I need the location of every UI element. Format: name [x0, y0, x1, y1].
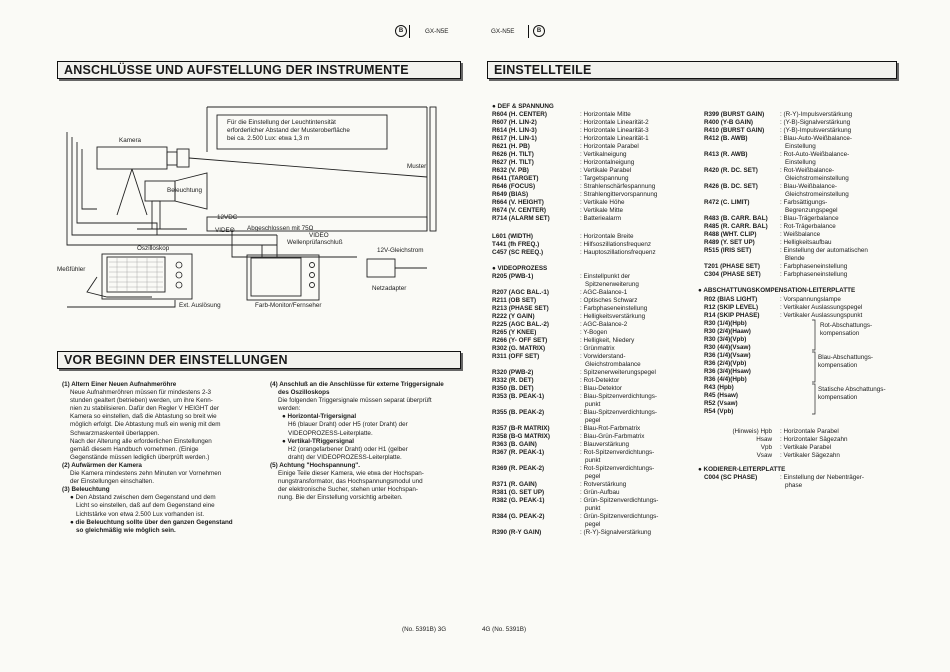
part-description: : Farbsättigungs-	[780, 199, 828, 206]
coder-key: C004 (SC PHASE)	[704, 474, 758, 481]
part-key: R369 (R. PEAK-2)	[492, 465, 545, 472]
part-key: R472 (C. LIMIT)	[704, 199, 750, 206]
shading-group2-line2: kompensation	[818, 362, 858, 369]
part-key: R43 (Hpb)	[704, 384, 734, 391]
part-description: : Farbphaseneinstellung	[780, 271, 848, 278]
part-description: : Strahlengittervorspannung	[580, 191, 658, 198]
part-description: : Rot-Spitzenverdichtungs-	[580, 449, 655, 456]
part-description: : Rot-Trägerbalance	[780, 223, 836, 230]
part-key: R36 (3/4)(Hsaw)	[704, 368, 751, 375]
part-key: C457 (SC REEQ.)	[492, 249, 544, 256]
part-description: : Farbphaseneinstellung	[780, 263, 848, 270]
part-description: punkt	[585, 401, 601, 408]
hint-key: (Hinweis) Hpb	[732, 428, 772, 435]
part-description: : Horizontale Linearität-1	[580, 135, 649, 142]
part-key: T201 (PHASE SET)	[704, 263, 760, 270]
shading-group2-line1: Blau-Abschattungs-	[818, 354, 873, 361]
part-key: L601 (WIDTH)	[492, 233, 533, 240]
before-right-line: werden:	[278, 405, 301, 413]
before-right-line: des Oszilloskops	[278, 389, 330, 397]
before-section-header	[57, 351, 461, 369]
hint-value: : Vertikaler Sägezahn	[780, 452, 840, 459]
part-description: : Vorspannungslampe	[780, 296, 841, 303]
part-key: R14 (SKIP PHASE)	[704, 312, 760, 319]
connection-diagram	[57, 97, 459, 315]
part-key: R714 (ALARM SET)	[492, 215, 550, 222]
part-key: R12 (SKIP LEVEL)	[704, 304, 759, 311]
part-description: : Helligkeit, Niedery	[580, 337, 635, 344]
right-model-label: GX-N5E	[491, 28, 515, 35]
part-key: R400 (Y-B GAIN)	[704, 119, 753, 126]
diagram-note-line1: Für die Einstellung der Leuchtintensität	[227, 119, 336, 126]
before-left-line: so gleichmäßig wie möglich sein.	[76, 526, 176, 534]
part-description: punkt	[585, 505, 601, 512]
part-key: R207 (AGC BAL.-1)	[492, 289, 550, 296]
before-right-line: Einige Teile dieser Kamera, wie etwa der Hochspan-	[278, 470, 424, 478]
diagram-note-line3: bei ca. 2.500 Lux: etwa 1,3 m	[227, 135, 310, 142]
part-description: : Horizontalneigung	[580, 159, 635, 166]
part-key: R02 (BIAS LIGHT)	[704, 296, 758, 303]
header-divider-right	[528, 25, 529, 38]
left-tag-badge: B	[395, 25, 407, 37]
part-key: R426 (B. DC. SET)	[704, 183, 758, 190]
hint-value: : Horizontale Parabel	[780, 428, 839, 435]
part-key: R36 (2/4)(Vpb)	[704, 360, 747, 367]
before-left-line: der Einstellungen einschalten.	[70, 478, 155, 486]
before-left-line: Neue Aufnahmeröhren müssen für mindestens 2-3	[70, 389, 212, 397]
part-key: R604 (H. CENTER)	[492, 111, 547, 118]
before-left-line: (3) Beleuchtung	[62, 486, 110, 494]
before-right-line: draht) der VIDEOPROZESS-Leiterplatte.	[288, 453, 402, 461]
before-left-column	[62, 381, 262, 535]
before-right-line: (4) Anschluß an die Anschlüsse für externe Triggersignale	[270, 381, 444, 388]
part-key: R382 (G. PEAK-1)	[492, 497, 545, 504]
coder-value-2: phase	[785, 482, 803, 489]
before-right-line: (5) Achtung "Hochspannung".	[270, 461, 361, 469]
part-description: Gleichstrombalance	[585, 361, 641, 368]
part-description: : Grün-Spitzenverdichtungs-	[580, 513, 659, 520]
part-key: R205 (PWB-1)	[492, 273, 534, 280]
part-key: R358 (B-G MATRIX)	[492, 433, 550, 440]
part-key: R367 (R. PEAK-1)	[492, 449, 545, 456]
hint-value: : Horizontaler Sägezahn	[780, 436, 848, 443]
before-left-line: stunden gealtert (betrieben) werden, um ihre Kenn-	[70, 397, 213, 405]
part-description: : Helligkeitsverstärkung	[580, 313, 646, 320]
part-description: : Blau-Auto-Weißbalance-	[780, 135, 852, 142]
before-right-line: H6 (blauer Draht) oder H5 (roter Draht) der	[288, 421, 408, 429]
part-key: R350 (B. DET)	[492, 385, 534, 392]
part-description: Blende	[785, 255, 805, 262]
part-key: R410 (BURST GAIN)	[704, 127, 765, 134]
part-description: pegel	[585, 473, 601, 480]
before-left-line: Kamera so einstellen, daß die Abtastung so breit wie	[70, 413, 217, 421]
part-description: : Blauverstärkung	[580, 441, 630, 448]
before-right-column	[270, 381, 465, 502]
video-label: VIDEO	[215, 227, 235, 234]
before-left-line: Gegenstände müssen lediglich überprüft werden.)	[70, 453, 210, 461]
part-key: R381 (G. SET UP)	[492, 489, 545, 496]
part-key: R632 (V. PB)	[492, 167, 529, 174]
part-description: : Helligkeitsaufbau	[780, 239, 832, 246]
before-right-line: Die folgenden Triggersignale müssen separat überprüft	[278, 397, 432, 405]
header-divider-left	[409, 25, 410, 38]
part-key: R412 (B. AWB)	[704, 135, 748, 142]
part-description: Begrenzungspegel	[785, 207, 838, 214]
probe-label: Meßfühler	[57, 266, 86, 273]
pattern-label: Muster	[407, 163, 427, 170]
page-header	[395, 25, 555, 39]
part-description: Gleichstromeinstellung	[785, 175, 849, 182]
part-key: R311 (OFF SET)	[492, 353, 540, 360]
before-left-line: Licht so einstellen, daß auf dem Gegenstand eine	[76, 502, 215, 510]
part-description: : Blau-Trägerbalance	[780, 215, 839, 222]
adapter-label: Netzadapter	[372, 285, 407, 292]
part-key: R617 (H. LIN-1)	[492, 135, 537, 142]
before-left-line: ● Den Abstand zwischen dem Gegenstand und dem	[70, 494, 216, 502]
part-key: R363 (B. GAIN)	[492, 441, 537, 448]
part-key: R664 (V. HEIGHT)	[492, 199, 544, 206]
part-key: R488 (WHT. CLIP)	[704, 231, 757, 238]
lighting-label: Beleuchtung	[167, 187, 203, 194]
shading-title: ● ABSCHATTUNGSKOMPENSATION-LEITERPLATTE	[698, 287, 856, 294]
part-description: punkt	[585, 457, 601, 464]
part-key: R353 (B. PEAK-1)	[492, 393, 545, 400]
dc-label: 12V-Gleichstrom	[377, 247, 424, 254]
hint-key: Vsaw	[756, 452, 772, 459]
part-key: R489 (Y. SET UP)	[704, 239, 755, 246]
part-description: : Targetspannung	[580, 175, 629, 182]
part-description: : (Y-B)-Signalverstärkung	[780, 119, 851, 126]
part-key: R626 (H. TILT)	[492, 151, 534, 158]
part-description: : Grün-Spitzenverdichtungs-	[580, 497, 659, 504]
part-key: R302 (G. MATRIX)	[492, 345, 546, 352]
part-key: R30 (2/4)(Haaw)	[704, 328, 751, 335]
part-key: R384 (G. PEAK-2)	[492, 513, 545, 520]
part-key: R36 (4/4)(Hpb)	[704, 376, 747, 383]
before-left-line: ● die Beleuchtung sollte über den ganzen Gegenstand	[70, 518, 233, 526]
part-description: : Horizontale Linearität-3	[580, 127, 649, 134]
part-key: R54 (Vpb)	[704, 408, 734, 415]
part-description: : Vertikale Höhe	[580, 199, 625, 206]
part-description: : Hilfsoszillationsfrequenz	[580, 241, 652, 248]
before-left-line: nien zu stabilisieren. Dafür den Regler V HEIGHT der	[70, 405, 219, 413]
diagram-note-line2: erforderlicher Abstand der Musteroberfläche	[227, 127, 350, 134]
coder-title: ● KODIERER-LEITERPLATTE	[698, 466, 786, 473]
monitor-label: Farb-Monitor/Fernseher	[255, 302, 322, 309]
before-left-line: Schwarzmaskenteil überlappen.	[70, 429, 160, 437]
part-key: R211 (OB SET)	[492, 297, 537, 304]
part-key: R641 (TARGET)	[492, 175, 539, 182]
part-key: R614 (H. LIN-3)	[492, 127, 537, 134]
part-description: : Hauptoszillationsfrequenz	[580, 249, 656, 256]
video2-label: VIDEO	[309, 232, 329, 239]
part-description: : Optisches Schwarz	[580, 297, 638, 304]
before-right-line: H2 (orangefarbener Draht) oder H1 (gelber	[288, 445, 408, 453]
part-key: R36 (1/4)(Vsaw)	[704, 352, 751, 359]
part-description: : Weißbalance	[780, 231, 821, 238]
shading-group3-line2: kompensation	[818, 394, 858, 401]
part-description: : AGC-Balance-2	[580, 321, 628, 328]
part-description: : Rotverstärkung	[580, 481, 627, 488]
part-key: R265 (Y KNEE)	[492, 329, 537, 336]
connections-section-header	[57, 61, 461, 79]
part-description: Gleichstromeinstellung	[785, 191, 849, 198]
before-left-line: möglich erfolgt. Die Abtastung muß ein wenig mit dem	[70, 421, 221, 429]
part-description: : (Y-B)-Impulsverstärkung	[780, 127, 852, 134]
part-description: Einstellung	[785, 159, 816, 166]
part-key: R627 (H. TILT)	[492, 159, 534, 166]
part-description: pegel	[585, 521, 601, 528]
part-description: : Rot-Detektor	[580, 377, 620, 384]
connections-section-title: ANSCHLÜSSE UND AUFSTELLUNG DER INSTRUMENTE	[64, 63, 409, 77]
part-key: R30 (3/4)(Vpb)	[704, 336, 747, 343]
before-right-line: ● Horizontal-Trigersignal	[282, 413, 357, 421]
wave-label: Wellenprüfanschluß	[287, 239, 343, 246]
part-key: R222 (Y GAIN)	[492, 313, 535, 320]
hint-value: : Vertikale Parabel	[780, 444, 832, 451]
before-right-line: ● Vertikal-TRiggersignal	[282, 437, 355, 445]
shading-group3-line1: Statische Abschattungs-	[818, 386, 886, 393]
before-right-line: nung. Bie der Einstellung vorsichtig arbeiten.	[278, 494, 403, 502]
part-key: R320 (PWB-2)	[492, 369, 534, 376]
part-description: : Horizontale Parabel	[580, 143, 639, 150]
part-description: : Blau-Grün-Farbmatrix	[580, 433, 645, 440]
before-left-line: Die Kamera mindestens zehn Minuten vor Vornehmen	[70, 470, 222, 478]
part-description: : Horizontale Breite	[580, 233, 634, 240]
part-description: : Vertikaler Auslassungspunkt	[780, 312, 863, 319]
part-description: : Rot-Spitzenverdichtungs-	[580, 465, 655, 472]
part-description: : Spitzenerweiterungspegel	[580, 369, 656, 376]
parts-section-title: EINSTELLTEILE	[494, 63, 592, 77]
part-key: R355 (B. PEAK-2)	[492, 409, 545, 416]
part-key: R413 (R. AWB)	[704, 151, 748, 158]
part-description: : Vertikaler Auslassungspegel	[780, 304, 863, 311]
part-key: R45 (Hsaw)	[704, 392, 738, 399]
part-description: : Vertikale Parabel	[580, 167, 632, 174]
before-left-line: Nach der Alterung alle erforderlichen Einstellungen	[70, 437, 212, 445]
part-description: : Blau-Rot-Farbmatrix	[580, 425, 641, 432]
part-key: R399 (BURST GAIN)	[704, 111, 765, 118]
part-description: : Rot-Auto-Weißbalance-	[780, 151, 850, 158]
part-key: R30 (4/4)(Vsaw)	[704, 344, 751, 351]
hint-key: Vpb	[760, 444, 772, 451]
part-key: R646 (FOCUS)	[492, 183, 536, 190]
part-key: R213 (PHASE SET)	[492, 305, 549, 312]
part-description: : AGC-Balance-1	[580, 289, 628, 296]
part-key: R332 (R. DET)	[492, 377, 534, 384]
part-description: Spitzenerweiterung	[585, 281, 639, 288]
part-key: ● DEF & SPANNUNG	[492, 103, 554, 110]
part-description: : Grünmatrix	[580, 345, 615, 352]
before-right-line: VIDEOPROZESS-Leiterplatte.	[288, 429, 373, 437]
right-tag-badge: B	[533, 25, 545, 37]
before-left-line: (1) Altern Einer Neuen Aufnahmeröhre	[62, 381, 177, 388]
scope-label: Oszilloskop	[137, 245, 170, 252]
part-key: R674 (V. CENTER)	[492, 207, 547, 214]
part-description: : (R-Y)-Impulsverstärkung	[780, 111, 853, 118]
coder-value-1: : Einstellung der Nebenträger-	[780, 474, 865, 481]
camera-label: Kamera	[119, 137, 142, 144]
part-key: R266 (Y- OFF SET)	[492, 337, 548, 344]
part-key: R420 (R. DC. SET)	[704, 167, 758, 174]
part-description: : Einstellpunkt der	[580, 273, 631, 280]
before-right-line: der elektronische Sucher, stehen unter Hochspan-	[278, 486, 419, 494]
part-description: : Vertikale Mitte	[580, 207, 624, 214]
part-description: : Batteriealarm	[580, 215, 621, 222]
before-section-title: VOR BEGINN DER EINSTELLUNGEN	[64, 353, 288, 367]
part-key: R649 (BIAS)	[492, 191, 529, 198]
vdc-label: 12VDC	[217, 214, 238, 221]
part-description: : Blau-Weißbalance-	[780, 183, 837, 190]
hint-key: Hsaw	[756, 436, 772, 443]
part-key: R390 (R-Y GAIN)	[492, 529, 542, 536]
before-left-line: Lichtstärke von etwa 2.500 Lux vorhanden ist.	[76, 510, 205, 518]
part-key: R607 (H. LIN-2)	[492, 119, 537, 126]
part-description: : Strahlenschärfespannung	[580, 183, 656, 190]
part-key: R30 (1/4)(Hpb)	[704, 320, 747, 327]
terminated-label: Abgeschlossen mit 75Ω	[247, 225, 314, 232]
part-description: : Farbphaseneinstellung	[580, 305, 648, 312]
part-description: : Grün-Aufbau	[580, 489, 620, 496]
part-key: R52 (Vsaw)	[704, 400, 738, 407]
part-key: R515 (IRIS SET)	[704, 247, 752, 254]
part-description: : (R-Y)-Signalverstärkung	[580, 529, 652, 536]
part-key: R485 (R. CARR. BAL)	[704, 223, 768, 230]
part-key: ● VIDEOPROZESS	[492, 265, 548, 272]
shading-group1-line1: Rot-Abschattungs-	[820, 322, 873, 329]
before-left-line: (2) Aufwärmen der Kamera	[62, 461, 142, 469]
part-key: R357 (B-R MATRIX)	[492, 425, 550, 432]
parts-section-header	[487, 61, 897, 79]
part-description: : Vertikalneigung	[580, 151, 627, 158]
part-description: : Y-Bogen	[580, 329, 608, 336]
footer-right: 4G (No. 5391B)	[482, 626, 527, 633]
part-description: : Vorwiderstand-	[580, 353, 626, 360]
part-key: T441 (fh FREQ.)	[492, 241, 540, 248]
part-description: : Horizontale Mitte	[580, 111, 631, 118]
part-key: R621 (H. PB)	[492, 143, 530, 150]
part-description: : Horizontale Linearität-2	[580, 119, 649, 126]
ext-trigger-label: Ext. Auslösung	[179, 302, 221, 309]
part-key: C304 (PHASE SET)	[704, 271, 761, 278]
part-key: R483 (B. CARR. BAL)	[704, 215, 768, 222]
part-description: pegel	[585, 417, 601, 424]
left-model-label: GX-N5E	[425, 28, 449, 35]
part-description: : Blau-Spitzenverdichtungs-	[580, 393, 658, 400]
part-key: R371 (R. GAIN)	[492, 481, 537, 488]
before-right-line: nungstransformator, das Hochspannungsmodul und	[278, 478, 423, 486]
footer-left: (No. 5391B) 3G	[402, 626, 447, 633]
part-key: R225 (AGC BAL.-2)	[492, 321, 550, 328]
part-description: : Blau-Spitzenverdichtungs-	[580, 409, 658, 416]
part-description: : Rot-Weißbalance-	[780, 167, 835, 174]
part-description: : Blau-Detektor	[580, 385, 622, 392]
part-description: : Einstellung der automatischen	[780, 247, 868, 254]
before-left-line: gemäß diesem Handbuch vornehmen. (Einige	[70, 445, 199, 453]
part-description: Einstellung	[785, 143, 816, 150]
shading-group1-line2: kompensation	[820, 330, 860, 337]
